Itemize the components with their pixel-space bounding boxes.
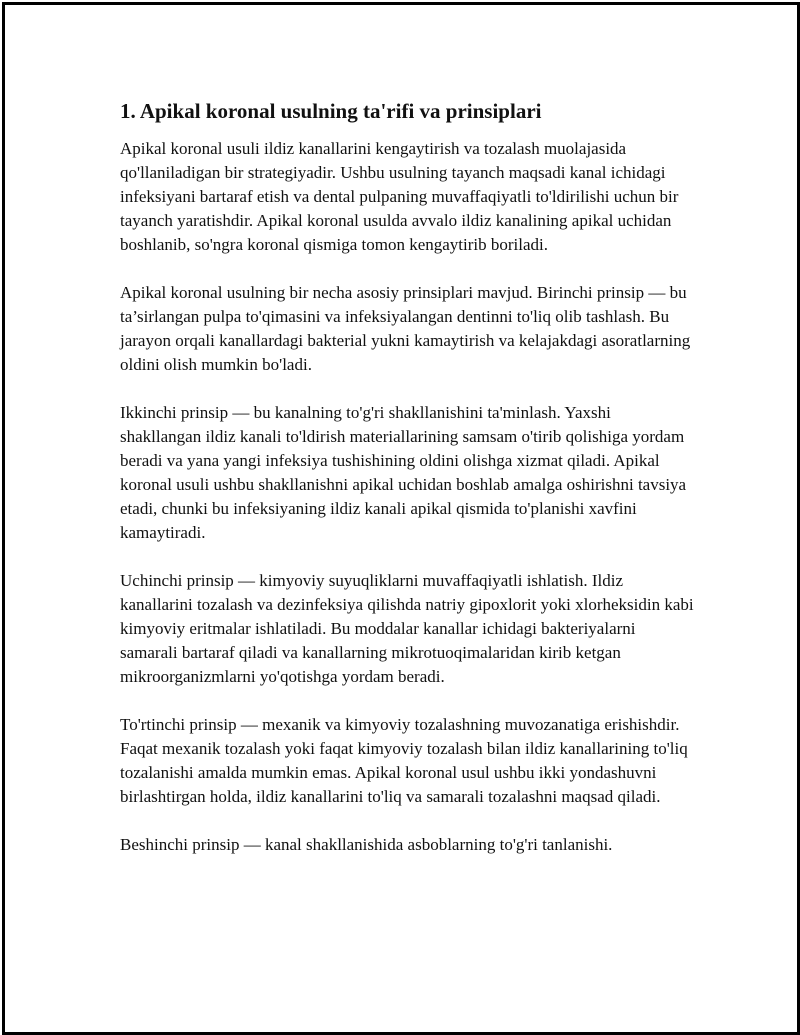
section-heading: 1. Apikal koronal usulning ta'rifi va prinsiplari [120,99,542,123]
paragraph-fifth-principle: Beshinchi prinsip — kanal shakllanishida asboblarning to'g'ri tanlanishi. [120,835,613,854]
paragraph-first-principle: Apikal koronal usulning bir necha asosiy prinsiplari mavjud. Birinchi prinsip — bu ta’sirlangan pulpa to'qimasini va infeksiyalangan dentinni to'liq olib tashlash. Bu jarayon orqali kanallardagi bakterial yukni kamaytirish va kelajakdagi asoratlarning oldini olish mumkin bo'ladi. [120,283,691,374]
paragraph-third-principle: Uchinchi prinsip — kimyoviy suyuqliklarni muvaffaqiyatli ishlatish. Ildiz kanallarini tozalash va dezinfeksiya qilishda natriy gipoxlorit yoki xlorheksidin kabi kimyoviy eritmalar ishlatiladi. Bu moddalar kanallar ichidagi bakteriyalarni samarali bartaraf qiladi va kanallarning mikrotuoqimalaridan kirib ketgan mikroorganizmlarni yo'qotishga yordam beradi. [120,571,694,686]
document-body [120,97,695,881]
paragraph-second-principle: Ikkinchi prinsip — bu kanalning to'g'ri shakllanishini ta'minlash. Yaxshi shakllangan ildiz kanali to'ldirish materiallarining samsam o'tirib qolishiga yordam beradi va yana yangi infeksiya tushishining oldini olishga xizmat qiladi. Apikal koronal usuli ushbu shakllanishni apikal uchidan boshlab amalga oshirishni tavsiya etadi, chunki bu infeksiyaning ildiz kanali apikal qismida to'planishi xavfini kamaytiradi. [120,403,687,542]
paragraph-fourth-principle: To'rtinchi prinsip — mexanik va kimyoviy tozalashning muvozanatiga erishishdir. Faqat mexanik tozalash yoki faqat kimyoviy tozalash bilan ildiz kanallarining to'liq tozalanishi amalda mumkin emas. Apikal koronal usul ushbu ikki yondashuvni birlashtirgan holda, ildiz kanallarini to'liq va samarali tozalashni maqsad qiladi. [120,715,688,806]
paragraph-definition: Apikal koronal usuli ildiz kanallarini kengaytirish va tozalash muolajasida qo'llaniladigan bir strategiyadir. Ushbu usulning tayanch maqsadi kanal ichidagi infeksiyani bartaraf etish va dental pulpaning muvaffaqiyatli to'ldirilishi uchun bir tayanch yaratishdir. Apikal koronal usulda avvalo ildiz kanalining apikal uchidan boshlanib, so'ngra koronal qismiga tomon kengaytirib boriladi. [120,139,679,254]
page-frame [2,2,800,1035]
